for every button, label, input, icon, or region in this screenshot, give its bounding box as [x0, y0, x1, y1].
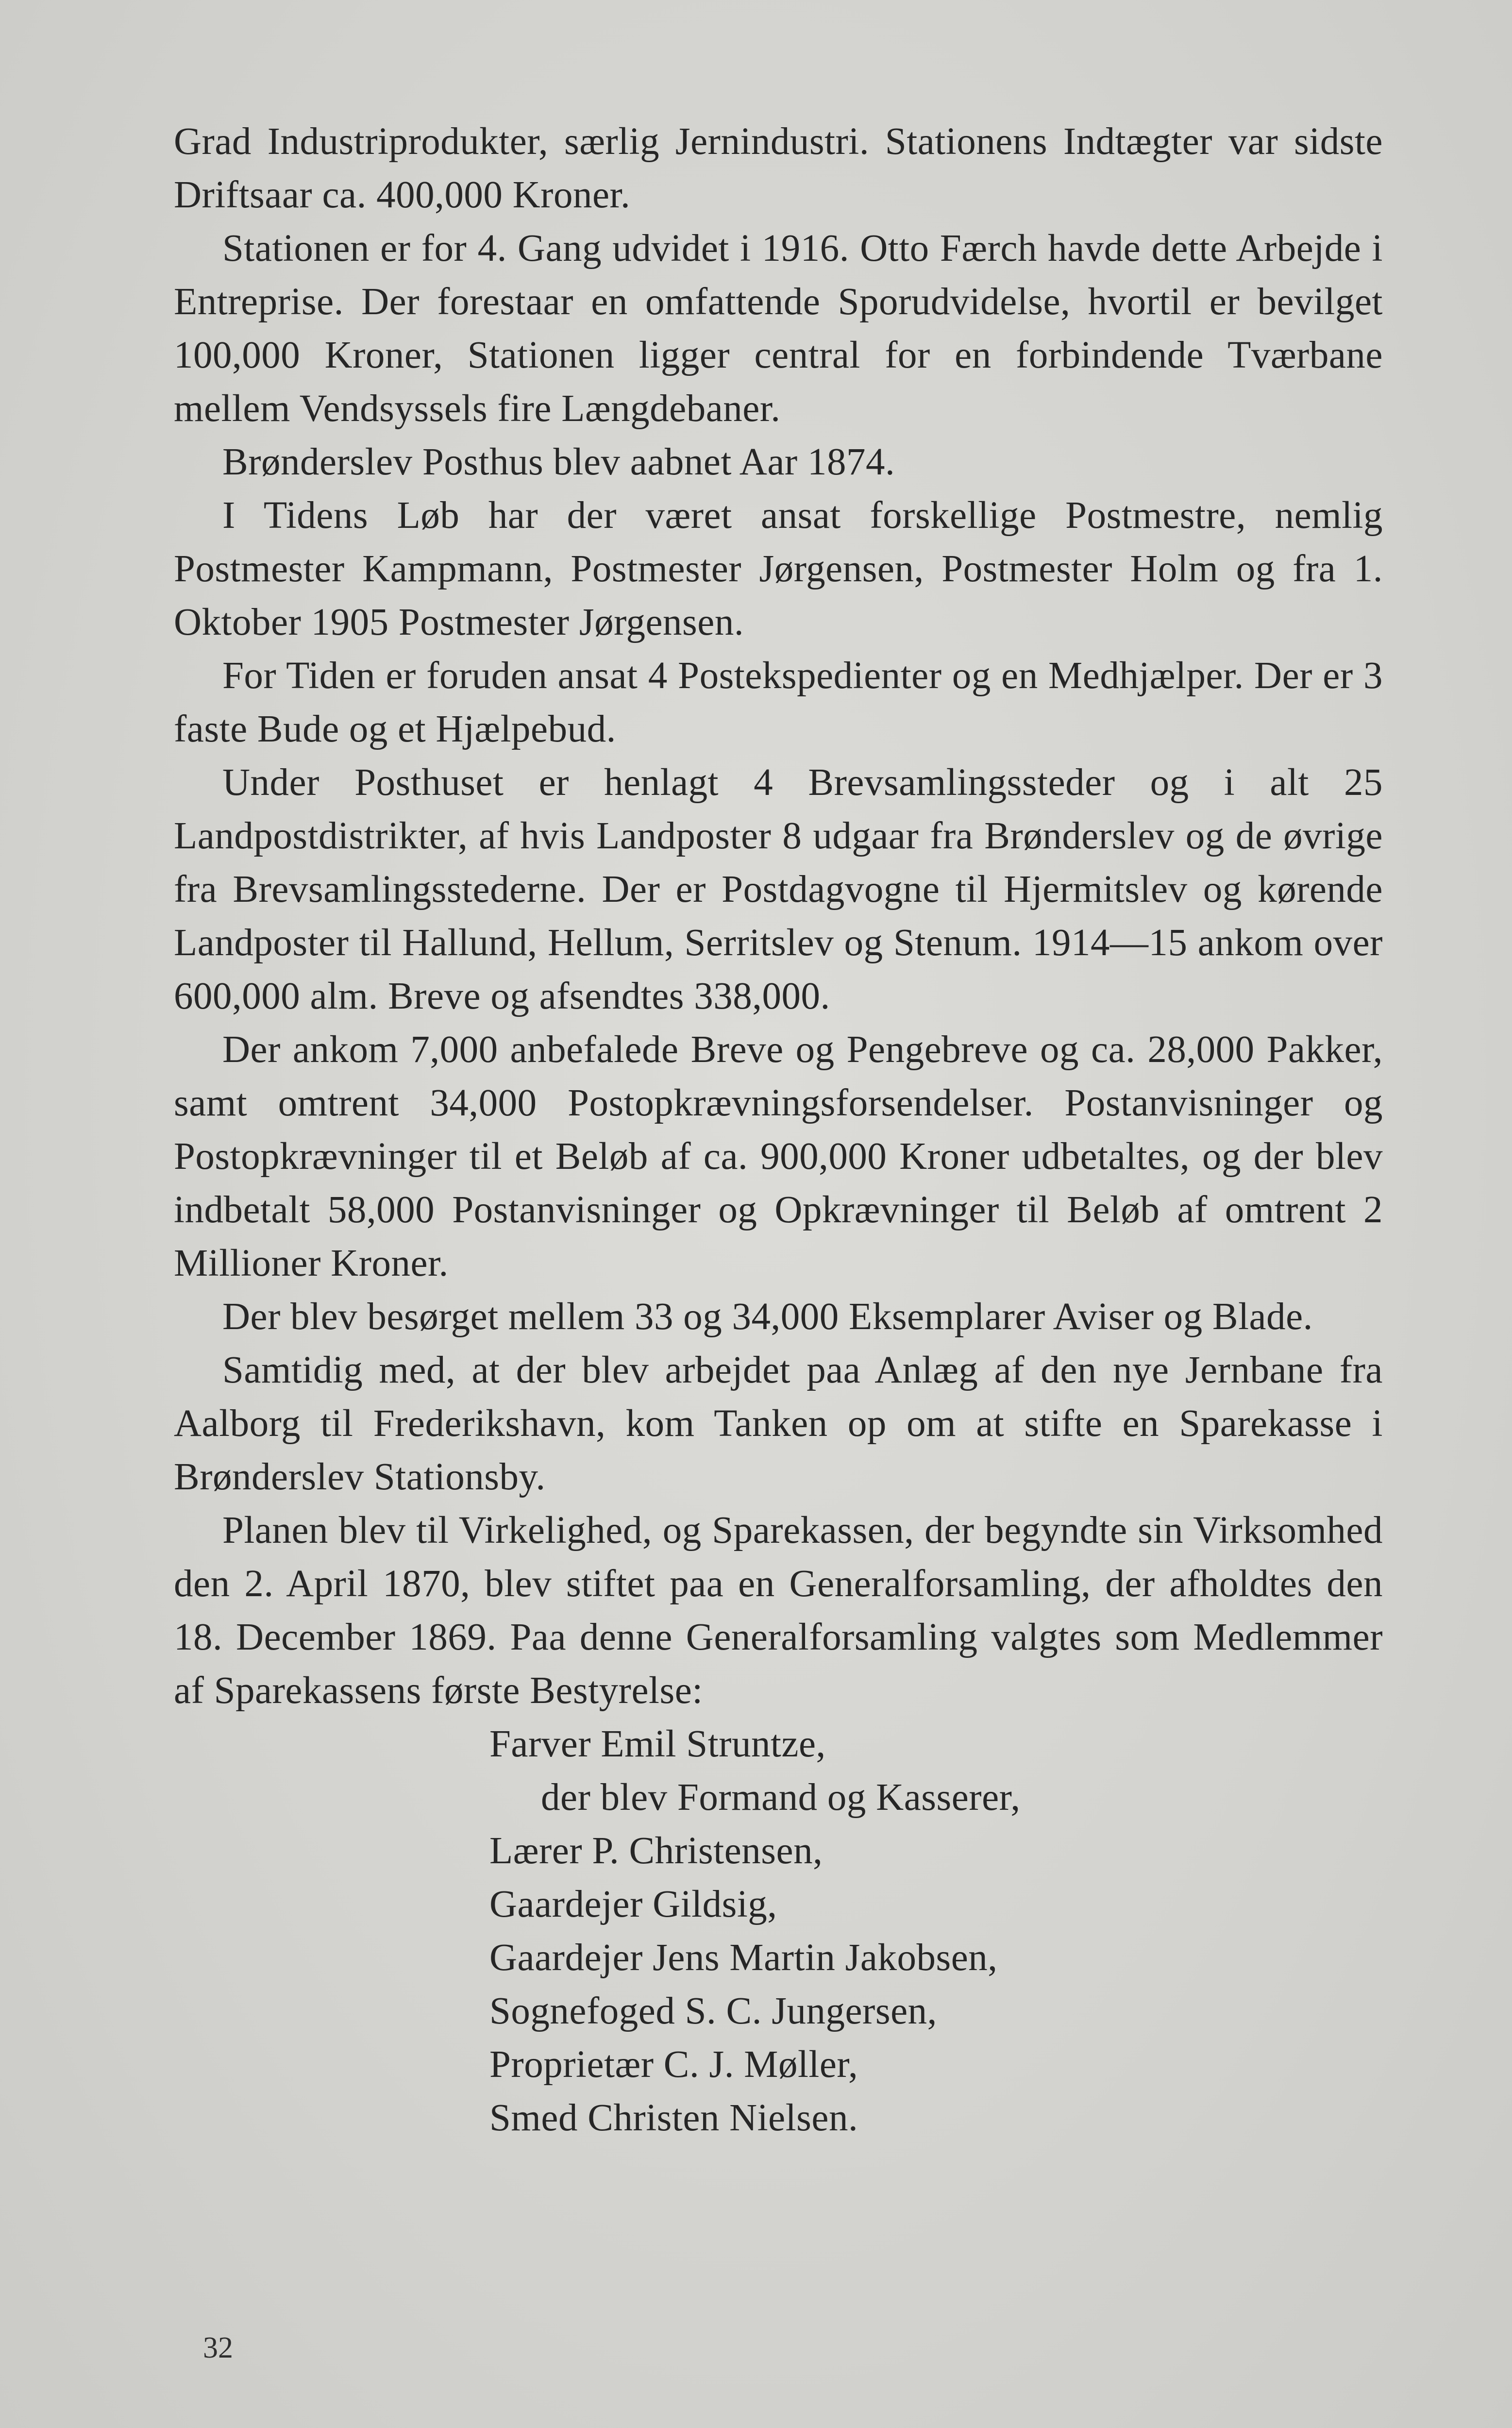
list-item: Proprietær C. J. Møller, [489, 2043, 858, 2086]
list-item: Sognefoged S. C. Jungersen, [489, 1990, 937, 2032]
paragraph: I Tidens Løb har der været ansat forskellige Postmestre, nemlig Postmester Kampmann, Postmester Jørgensen, Postmester Holm og fra 1. Oktober 1905 Postmester Jørgensen. [174, 494, 1383, 643]
paragraph: Under Posthuset er henlagt 4 Brevsamlingssteder og i alt 25 Landpostdistrikter, af hvis Landposter 8 udgaar fra Brønderslev og de øvrige fra Brevsamlingsstederne. Der er Postdagvogne til Hjermitslev og kørende Landposter til Hallund, Hellum, Serritslev og Stenum. 1914—15 ankom over 600,000 alm. Breve og afsendtes 338,000. [174, 761, 1383, 1017]
list-item: Smed Christen Nielsen. [489, 2097, 858, 2139]
list-item: Gaardejer Jens Martin Jakobsen, [489, 1937, 998, 1979]
paragraph: Grad Industriprodukter, særlig Jernindustri. Stationens Indtægter var sidste Driftsaar ca. 400,000 Kroner. [174, 120, 1383, 216]
paragraph: Der ankom 7,000 anbefalede Breve og Pengebreve og ca. 28,000 Pakker, samt omtrent 34,000 Postopkrævningsforsendelser. Postanvisninger og Postopkrævninger til et Beløb af ca. 900,000 Kroner udbetaltes, og der blev indbetalt 58,000 Postanvisninger og Opkrævninger til Beløb af omtrent 2 Millioner Kroner. [174, 1029, 1383, 1284]
list-item: Lærer P. Christensen, [489, 1830, 823, 1872]
paragraph: Stationen er for 4. Gang udvidet i 1916. Otto Færch havde dette Arbejde i Entreprise. Der forestaar en omfattende Sporudvidelse, hvortil er bevilget 100,000 Kroner, Stationen ligger central for en forbindende Tværbane mellem Vendsyssels fire Længdebaner. [174, 227, 1383, 430]
board-members-list [174, 1718, 1383, 2145]
list-item: Farver Emil Struntze, [489, 1723, 826, 1765]
page-number: 32 [203, 2331, 233, 2364]
paragraph: Planen blev til Virkelighed, og Sparekassen, der begyndte sin Virksomhed den 2. April 1870, blev stiftet paa en Generalforsamling, der afholdtes den 18. December 1869. Paa denne Generalforsamling valgtes som Medlemmer af Sparekassens første Bestyrelse: [174, 1509, 1383, 1712]
list-item: der blev Formand og Kasserer, [541, 1776, 1021, 1819]
body-text [174, 115, 1383, 2145]
list-item: Gaardejer Gildsig, [489, 1883, 777, 1925]
paragraph: For Tiden er foruden ansat 4 Postekspedienter og en Medhjælper. Der er 3 faste Bude og et Hjælpebud. [174, 655, 1383, 750]
paragraph: Samtidig med, at der blev arbejdet paa Anlæg af den nye Jernbane fra Aalborg til Frederikshavn, kom Tanken op om at stifte en Sparekasse i Brønderslev Stationsby. [174, 1349, 1383, 1498]
paragraph: Der blev besørget mellem 33 og 34,000 Eksemplarer Aviser og Blade. [222, 1296, 1313, 1338]
paragraph: Brønderslev Posthus blev aabnet Aar 1874. [222, 441, 895, 483]
